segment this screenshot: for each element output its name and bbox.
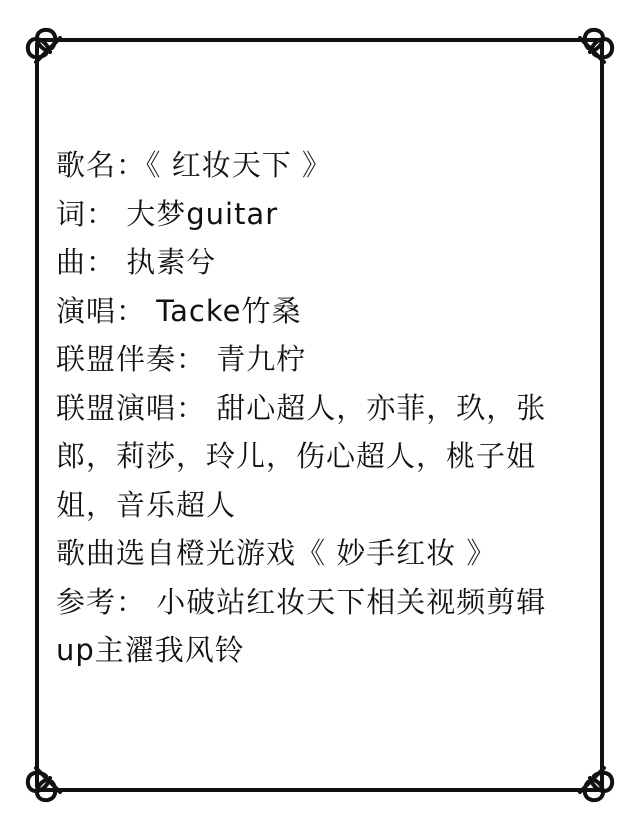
corner-ornament-top-left — [28, 30, 60, 62]
corner-ornament-bottom-left — [28, 768, 60, 800]
alliance-vocalists-line-3: 姐，音乐超人 — [56, 487, 237, 522]
vocalist-line: 演唱： Tacke竹桑 — [56, 293, 302, 328]
corner-ornament-top-right — [580, 30, 612, 62]
reference-line-2: up主濯我风铃 — [56, 633, 245, 667]
credits-text-block — [56, 141, 604, 675]
accompaniment-line: 联盟伴奏： 青九柠 — [56, 342, 307, 376]
alliance-vocalists-line-2: 郎，莉莎，玲儿，伤心超人，桃子姐 — [56, 439, 537, 473]
corner-ornament-bottom-right — [580, 768, 612, 800]
reference-line-1: 参考： 小破站红妆天下相关视频剪辑 — [56, 584, 547, 619]
song-source-line: 歌曲选自橙光游戏《 妙手红妆 》 — [56, 536, 497, 570]
song-title-line: 歌名：《 红妆天下 》 — [56, 148, 332, 182]
alliance-vocalists-line-1: 联盟演唱： 甜心超人，亦菲，玖，张 — [56, 390, 547, 425]
composer-line: 曲： 执素兮 — [56, 245, 217, 279]
lyricist-line: 词： 大梦guitar — [56, 196, 279, 231]
